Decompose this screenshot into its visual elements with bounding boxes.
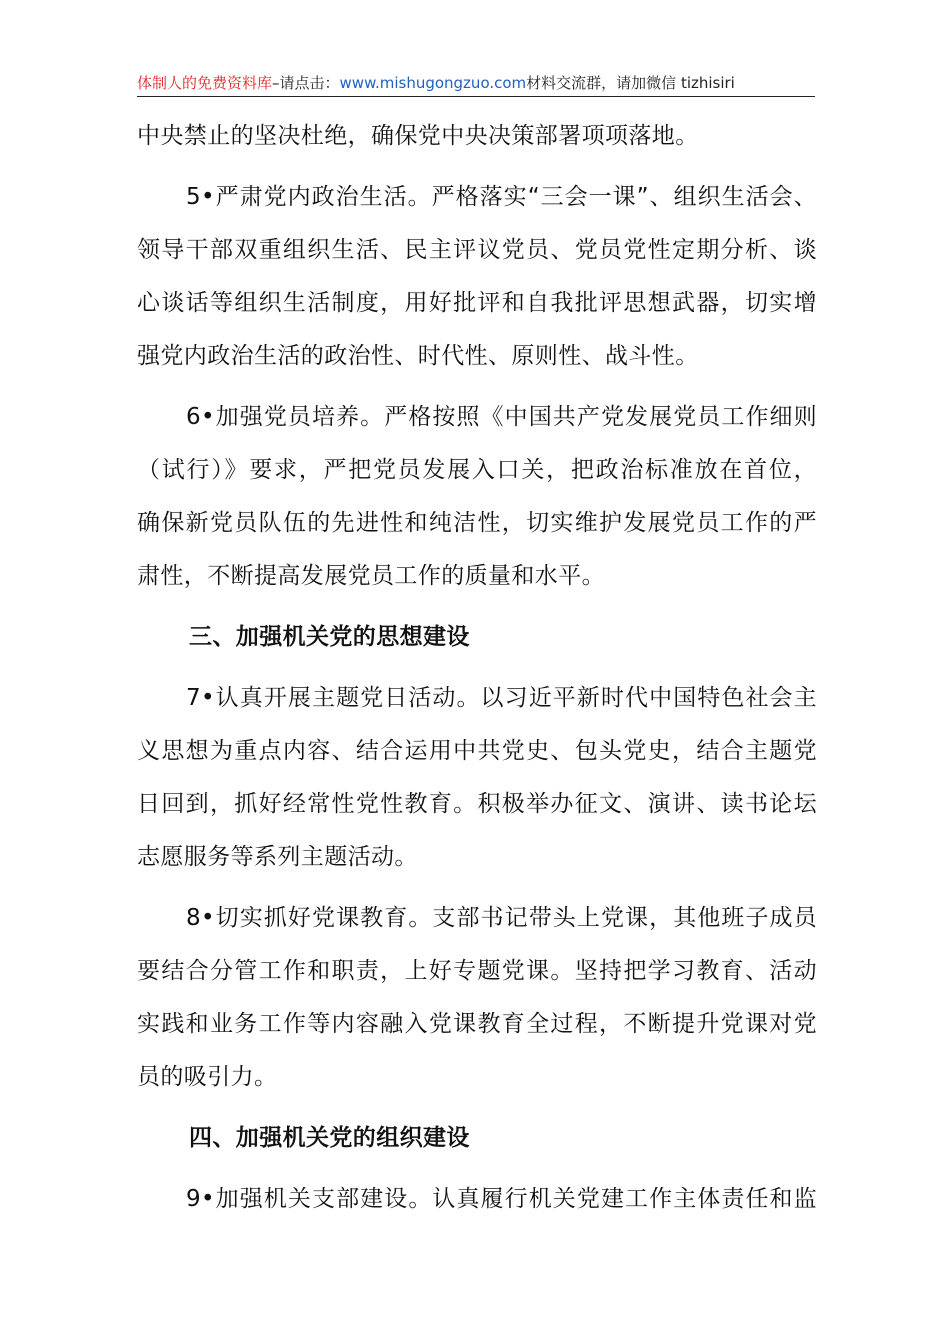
header-contact: 材料交流群，请加微信 tizhisiri [526, 74, 735, 92]
text-line: 日回到，抓好经常性党性教育。积极举办征文、演讲、读书论坛 [137, 791, 817, 817]
text-line: 心谈话等组织生活制度，用好批评和自我批评思想武器，切实增 [137, 290, 817, 316]
text-line: 员的吸引力。 [137, 1064, 278, 1090]
page-header [137, 70, 815, 97]
text-line: （试行）》要求，严把党员发展入口关，把政治标准放在首位， [137, 457, 817, 483]
text-line: 中央禁止的坚决杜绝，确保党中央决策部署项项落地。 [137, 123, 699, 149]
text-line: 领导干部双重组织生活、民主评议党员、党员党性定期分析、谈 [137, 237, 817, 263]
text-line: 5•严肃党内政治生活。严格落实“三会一课”、组织生活会、 [186, 184, 817, 210]
text-line: 强党内政治生活的政治性、时代性、原则性、战斗性。 [137, 343, 699, 369]
text-line: 实践和业务工作等内容融入党课教育全过程，不断提升党课对党 [137, 1011, 817, 1037]
text-line: 6•加强党员培养。严格按照《中国共产党发展党员工作细则 [186, 404, 817, 430]
header-prompt: –请点击： [272, 74, 340, 92]
text-line: 7•认真开展主题党日活动。以习近平新时代中国特色社会主 [186, 685, 817, 711]
header-site-name: 体制人的免费资料库 [137, 74, 273, 92]
text-line: 确保新党员队伍的先进性和纯洁性，切实维护发展党员工作的严 [137, 510, 817, 536]
section-heading: 四、加强机关党的组织建设 [189, 1125, 470, 1151]
text-line: 9•加强机关支部建设。认真履行机关党建工作主体责任和监 [186, 1186, 817, 1212]
document-body [137, 110, 817, 1226]
text-line: 肃性，不断提高发展党员工作的质量和水平。 [137, 563, 605, 589]
section-heading: 三、加强机关党的思想建设 [189, 624, 470, 650]
text-line: 8•切实抓好党课教育。支部书记带头上党课，其他班子成员 [186, 905, 817, 931]
text-line: 要结合分管工作和职责，上好专题党课。坚持把学习教育、活动 [137, 958, 817, 984]
text-line: 志愿服务等系列主题活动。 [137, 844, 418, 870]
text-line: 义思想为重点内容、结合运用中共党史、包头党史，结合主题党 [137, 738, 817, 764]
header-url-link[interactable]: www.mishugongzuo.com [339, 74, 527, 92]
